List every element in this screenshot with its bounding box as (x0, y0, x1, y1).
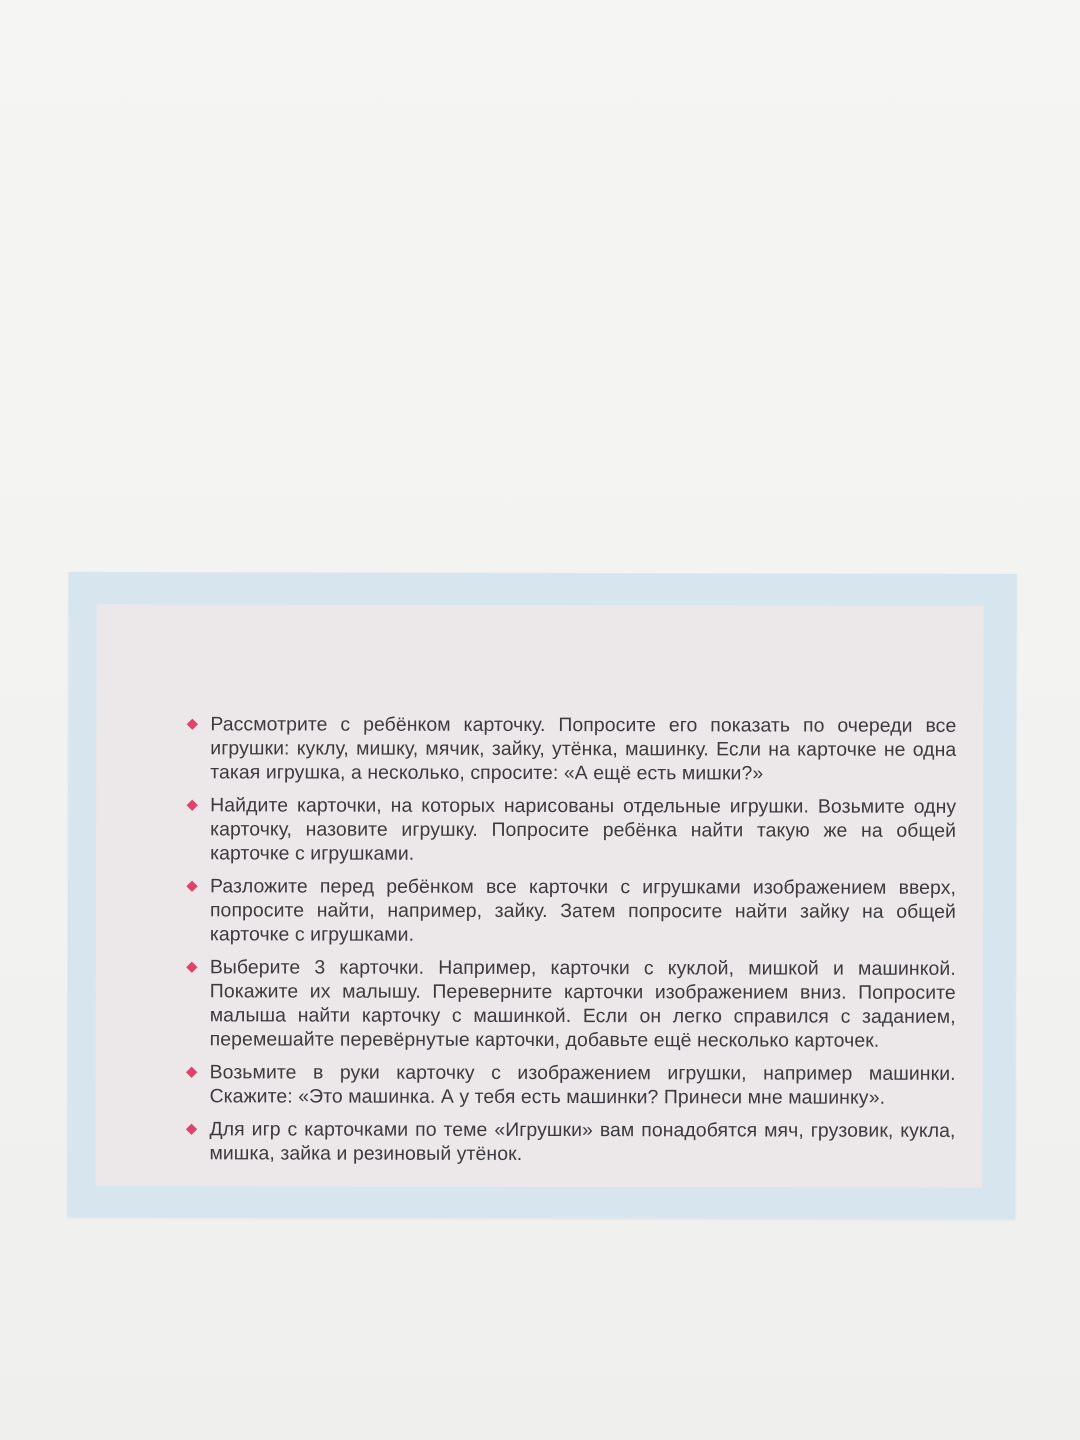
instruction-card-panel (95, 604, 983, 1188)
instruction-text: Для игр с карточками по теме «Игрушки» вам понадобятся мяч, грузовик, кукла, мишка, зайка и резиновый утёнок. (209, 1118, 956, 1165)
instruction-list (185, 712, 956, 1176)
instruction-item (186, 874, 956, 948)
instruction-item (185, 1117, 955, 1167)
diamond-bullet-icon (186, 881, 197, 892)
instruction-text: Найдите карточки, на которых нарисованы отдельные игрушки. Возьмите одну карточку, назовите игрушку. Попросите ребёнка найти такую же на общей карточке с игрушками. (210, 794, 957, 865)
instruction-item (186, 712, 956, 786)
diamond-bullet-icon (186, 1124, 197, 1135)
instruction-card (67, 572, 1016, 1219)
diamond-bullet-icon (186, 962, 197, 973)
instruction-item (186, 1060, 956, 1110)
diamond-bullet-icon (186, 1067, 197, 1078)
diamond-bullet-icon (187, 800, 198, 811)
instruction-text: Рассмотрите с ребёнком карточку. Попросите его показать по очереди все игрушки: куклу, мишку, мячик, зайку, утёнка, машинку. Если на карточке не одна такая игрушка, а несколько, спросите: «А ещё есть мишки?» (210, 713, 957, 785)
instruction-text: Разложите перед ребёнком все карточки с игрушками изображением вверх, попросите найти, например, зайку. Затем попросите найти зайку на общей карточке с игрушками. (209, 875, 957, 946)
instruction-item (186, 793, 956, 867)
diamond-bullet-icon (187, 719, 198, 730)
instruction-text: Выберите 3 карточки. Например, карточки с куклой, мишкой и машинкой. Покажите их малышу. Переверните карточки изображением вниз. Попросите малыша найти карточку с машинкой. Если он легко справился с заданием, перемешайте перевёрнутые карточки, добавьте ещё несколько карточек. (209, 956, 956, 1052)
instruction-item (186, 955, 956, 1053)
instruction-text: Возьмите в руки карточку с изображением игрушки, например машинки. Скажите: «Это машинка. А у тебя есть машинки? Принеси мне машинку». (209, 1061, 956, 1109)
